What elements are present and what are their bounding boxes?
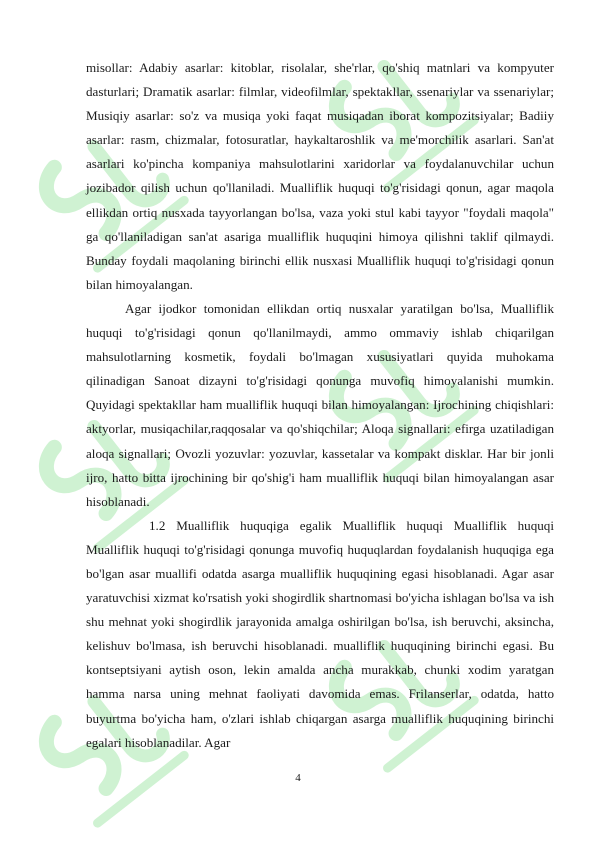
paragraph-copyright-copies: Agar ijodkor tomonidan ellikdan ortiq nusxalar yaratilgan bo'lsa, Mualliflik huquqi to'g'risidagi qonun qo'llanilmaydi, ammo ommaviy ishlab chiqarilgan mahsulotlarning kosmetik, foydali bo'lmagan xususiyatlari quyida muhokama qilinadigan Sanoat dizayni to'g'risidagi qonunga muvofiq himoyalanishi mumkin. Quyidagi spektakllar ham mualliflik huquqi bilan himoyalangan: Ijrochining chiqishlari: aktyorlar, musiqachilar,raqqosalar va qo'shiqchilar; Aloqa signallari: efirga uzatiladigan aloqa signallari; Ovozli yozuvlar: yozuvlar, kassetalar va kompakt disklar. Har bir jonli ijro, hatto bitta ijrochining bir qo'shig'i ham mualliflik huquqi bilan himoyalangan asar hisoblanadi.: [86, 300, 554, 509]
page-number: 4: [295, 772, 301, 784]
paragraph-continuation: misollar: Adabiy asarlar: kitoblar, risolalar, she'rlar, qo'shiq matnlari va kompyuter dasturlari; Dramatik asarlar: filmlar, videofilmlar, spektakllar, ssenariylar va ssenariylar; Musiqiy asarlar: so'z va musiqa yoki faqat musiqadan iborat kompozitsiyalar; Badiiy asarlar: rasm, chizmalar, fotosuratlar, haykaltaroshlik va me'morchilik asarlari. San'at asarlari ko'pincha kompaniya mahsulotlarini xaridorlar va foydalanuvchilar uchun jozibador qilish uchun qo'llaniladi. Mualliflik huquqi to'g'risidagi qonun, agar maqola ellikdan ortiq nusxada tayyorlangan bo'lsa, vaza yoki stul kabi tayyor "foydali maqola" ga qo'llaniladigan san'at asariga mualliflik huquqini himoya qilishni taklif qilmaydi. Bunday foydali maqolaning birinchi ellik nusxasi Mualliflik huquqi to'g'risidagi qonun bilan himoyalangan.: [86, 60, 554, 292]
paragraph-ownership-section: 1.2 Mualliflik huquqiga egalik Mualliflik huquqi Mualliflik huquqi Mualliflik huquqi to'g'risidagi qonunga muvofiq huquqlardan foydalanish huquqiga ega bo'lgan asar muallifi odatda asarga mualliflik huquqining egasi hisoblanadi. Agar asar yaratuvchisi xizmat ko'rsatish yoki shogirdlik shartnomasi bo'yicha ishlagan bo'lsa va ish shu mehnat yoki shogirdlik jarayonida amalga oshirilgan bo'lsa, ish beruvchi, aksincha, kelishuv bo'lmasa, ish beruvchi hisoblanadi. mualliflik huquqining birinchi egasi. Bu kontseptsiyani aytish oson, lekin amalda ancha murakkab, chunki xodim yaratgan hamma narsa uning mehnat faoliyati davomida emas. Frilanserlar, odatda, hatto buyurtma bo'yicha ham, o'zlari ishlab chiqargan asarga mualliflik huquqining birinchi egalari hisoblanadilar. Agar: [86, 517, 554, 750]
document-body: [86, 56, 554, 755]
